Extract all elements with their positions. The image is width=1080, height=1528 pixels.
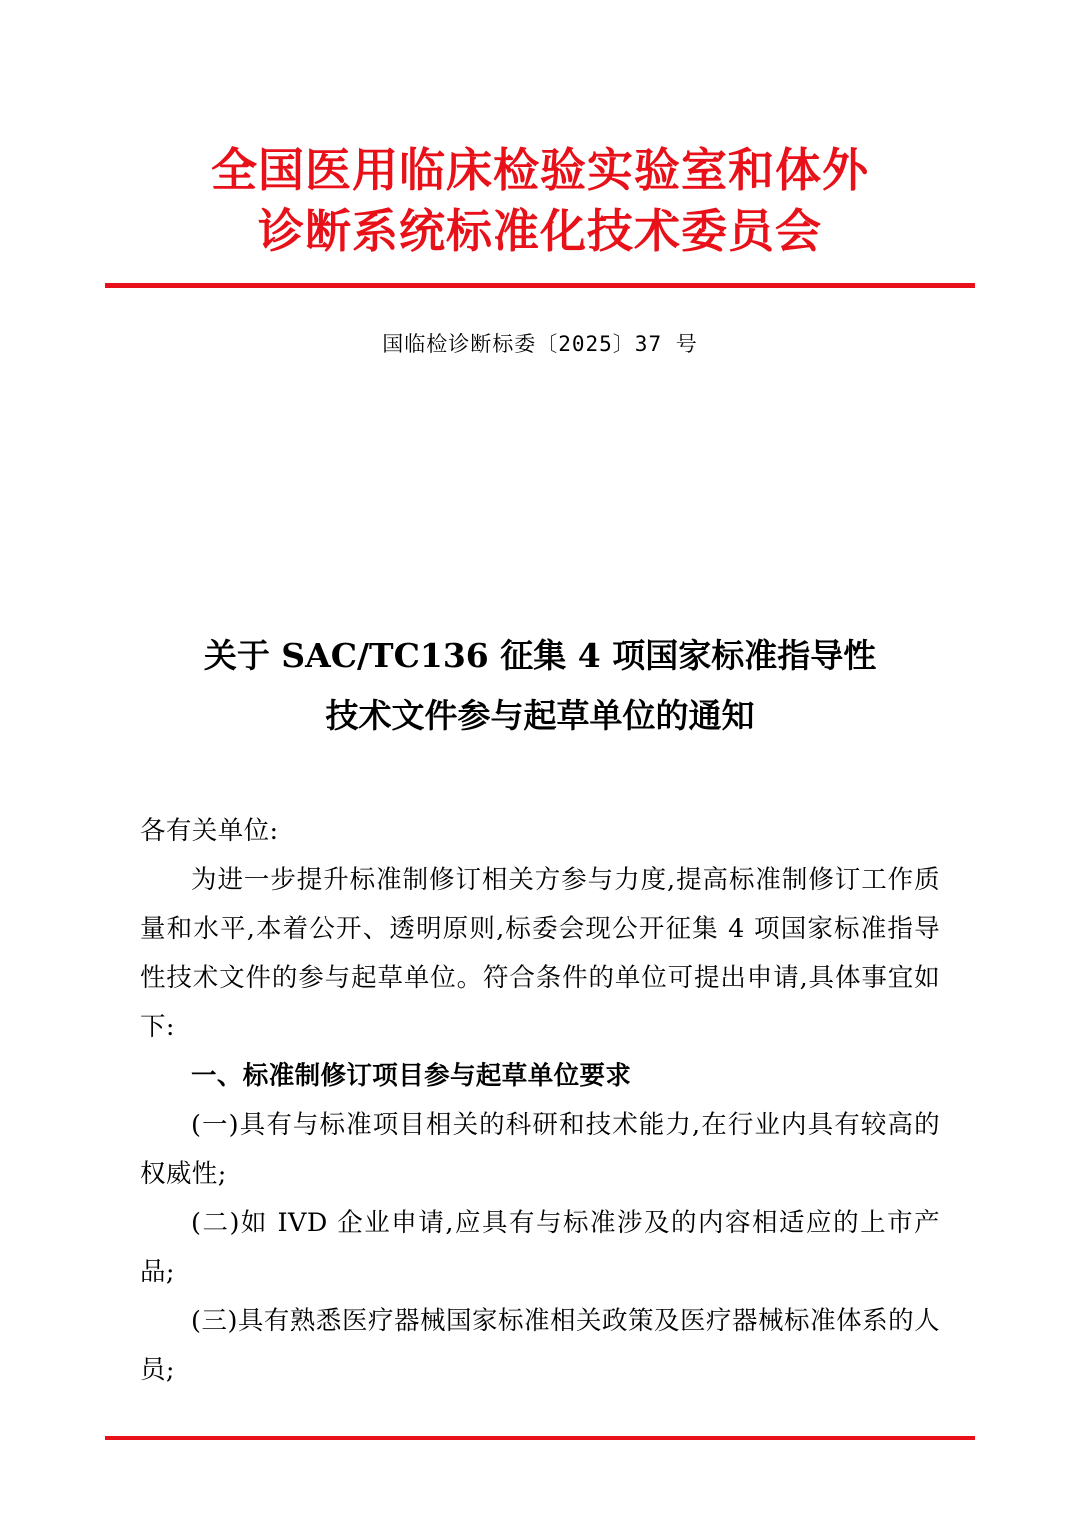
letterhead-divider bbox=[105, 283, 975, 288]
organization-name bbox=[0, 140, 1080, 261]
letterhead bbox=[0, 0, 1080, 288]
intro-paragraph: 为进一步提升标准制修订相关方参与力度,提高标准制修订工作质量和水平,本着公开、透明原则,标委会现公开征集 4 项国家标准指导性技术文件的参与起草单位。符合条件的单位可提出申请,具体事宜如下: bbox=[140, 865, 940, 1043]
requirement-item-3: (三)具有熟悉医疗器械国家标准相关政策及医疗器械标准体系的人员; bbox=[140, 1305, 940, 1385]
document-title bbox=[0, 626, 1080, 745]
organization-name-line1: 全国医用临床检验实验室和体外 bbox=[211, 143, 869, 197]
section-one-heading: 一、标准制修订项目参与起草单位要求 bbox=[191, 1060, 632, 1091]
document-title-line2: 技术文件参与起草单位的通知 bbox=[325, 695, 755, 735]
footer-divider bbox=[105, 1436, 975, 1440]
document-title-line1: 关于 SAC/TC136 征集 4 项国家标准指导性 bbox=[203, 636, 877, 676]
requirement-item-2: (二)如 IVD 企业申请,应具有与标准涉及的内容相适应的上市产品; bbox=[140, 1207, 940, 1287]
requirement-item-1: (一)具有与标准项目相关的科研和技术能力,在行业内具有较高的权威性; bbox=[140, 1109, 940, 1189]
organization-name-line2: 诊断系统标准化技术委员会 bbox=[258, 203, 822, 258]
document-body bbox=[0, 807, 1080, 1394]
salutation: 各有关单位: bbox=[140, 816, 279, 847]
document-number: 国临检诊断标委〔2025〕37 号 bbox=[382, 332, 698, 357]
